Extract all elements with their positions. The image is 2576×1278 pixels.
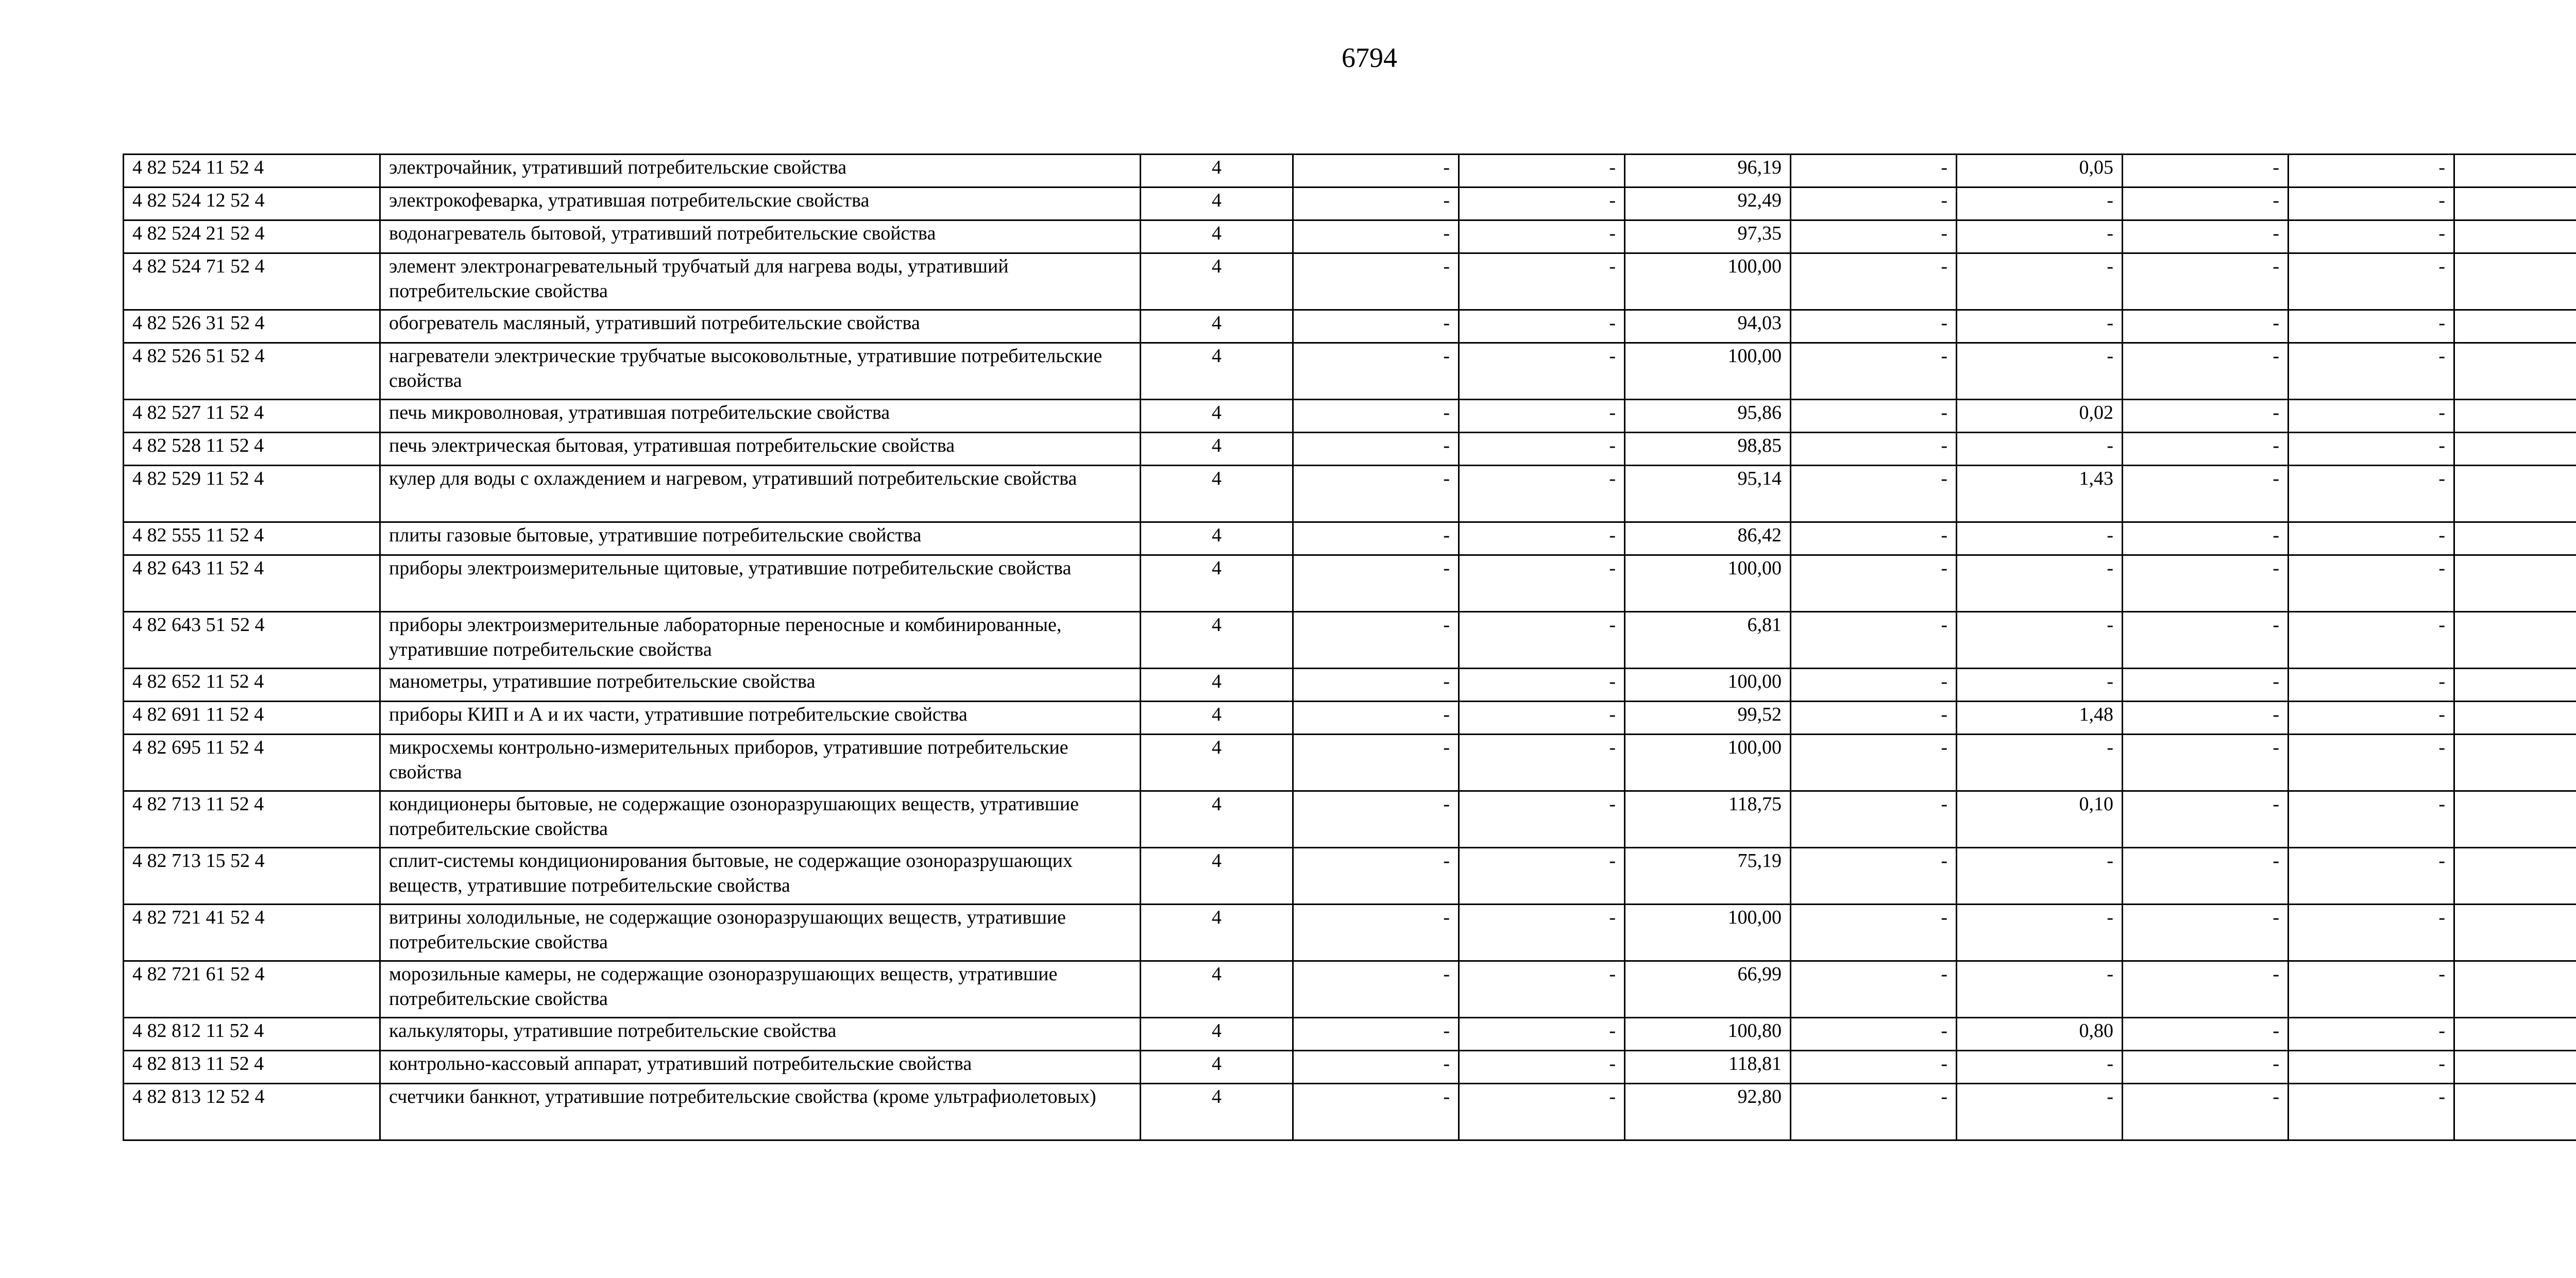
value-cell: - — [1791, 791, 1957, 848]
value-cell: - — [2289, 848, 2454, 905]
value-cell: - — [1791, 433, 1957, 466]
value-cell — [2454, 1051, 2576, 1084]
value-cell — [2454, 612, 2576, 669]
value-cell: - — [1957, 522, 2123, 555]
value-cell — [2454, 522, 2576, 555]
value-cell: - — [2123, 253, 2289, 310]
value-cell: - — [2289, 1018, 2454, 1051]
value-cell: - — [2123, 433, 2289, 466]
value-cell: - — [2123, 188, 2289, 220]
value-cell: - — [1459, 612, 1625, 669]
table-row — [124, 905, 2576, 961]
value-cell: - — [1957, 1084, 2123, 1140]
value-cell: - — [1791, 1084, 1957, 1140]
value-cell: - — [1293, 155, 1459, 188]
value-cell: - — [1791, 310, 1957, 343]
value-cell: - — [2123, 735, 2289, 791]
value-cell — [2454, 735, 2576, 791]
value-cell: - — [1791, 612, 1957, 669]
value-cell: 6,81 — [1625, 612, 1791, 669]
waste-name-cell: контрольно-кассовый аппарат, утративший потребительские свойства — [380, 1051, 1141, 1084]
value-cell: - — [1957, 1051, 2123, 1084]
value-cell: - — [2123, 961, 2289, 1018]
value-cell: - — [1459, 466, 1625, 522]
hazard-class-cell: 4 — [1141, 1018, 1293, 1051]
value-cell — [2454, 1084, 2576, 1140]
value-cell: - — [1459, 1051, 1625, 1084]
value-cell: - — [2289, 400, 2454, 433]
waste-name-cell: манометры, утратившие потребительские свойства — [380, 669, 1141, 702]
table-row — [124, 791, 2576, 848]
value-cell: - — [1459, 961, 1625, 1018]
hazard-class-cell: 4 — [1141, 669, 1293, 702]
waste-code-cell: 4 82 526 51 52 4 — [124, 343, 380, 400]
value-cell: - — [2123, 612, 2289, 669]
table-body — [124, 155, 2576, 1140]
value-cell: - — [2123, 1051, 2289, 1084]
value-cell: - — [1459, 220, 1625, 253]
value-cell — [2454, 848, 2576, 905]
value-cell: - — [1293, 1084, 1459, 1140]
waste-name-cell: печь электрическая бытовая, утратившая потребительские свойства — [380, 433, 1141, 466]
value-cell: - — [1459, 253, 1625, 310]
value-cell — [2454, 905, 2576, 961]
value-cell — [2454, 343, 2576, 400]
value-cell: - — [2289, 188, 2454, 220]
value-cell: - — [1957, 735, 2123, 791]
table-row — [124, 848, 2576, 905]
table-row — [124, 1051, 2576, 1084]
value-cell: - — [1293, 1051, 1459, 1084]
value-cell: - — [1459, 702, 1625, 735]
table-row — [124, 669, 2576, 702]
value-cell: - — [1791, 253, 1957, 310]
value-cell: - — [1293, 791, 1459, 848]
table-row — [124, 253, 2576, 310]
value-cell: - — [1293, 702, 1459, 735]
value-cell: - — [1459, 188, 1625, 220]
waste-code-cell: 4 82 812 11 52 4 — [124, 1018, 380, 1051]
value-cell: - — [2289, 155, 2454, 188]
value-cell: - — [1791, 343, 1957, 400]
waste-code-cell: 4 82 527 11 52 4 — [124, 400, 380, 433]
value-cell: 66,99 — [1625, 961, 1791, 1018]
value-cell: - — [2123, 1018, 2289, 1051]
value-cell: - — [1957, 188, 2123, 220]
table-row — [124, 343, 2576, 400]
hazard-class-cell: 4 — [1141, 735, 1293, 791]
hazard-class-cell: 4 — [1141, 433, 1293, 466]
value-cell: - — [1791, 155, 1957, 188]
value-cell: - — [2289, 310, 2454, 343]
waste-name-cell: кулер для воды с охлаждением и нагревом, утративший потребительские свойства — [380, 466, 1141, 522]
hazard-class-cell: 4 — [1141, 961, 1293, 1018]
value-cell: - — [2123, 220, 2289, 253]
value-cell: - — [1459, 400, 1625, 433]
value-cell: - — [2123, 310, 2289, 343]
value-cell — [2454, 400, 2576, 433]
table-row — [124, 188, 2576, 220]
value-cell — [2454, 669, 2576, 702]
waste-name-cell: плиты газовые бытовые, утратившие потребительские свойства — [380, 522, 1141, 555]
value-cell: - — [2123, 400, 2289, 433]
table-row — [124, 400, 2576, 433]
value-cell: 97,35 — [1625, 220, 1791, 253]
waste-name-cell: приборы КИП и А и их части, утратившие потребительские свойства — [380, 702, 1141, 735]
value-cell: - — [2289, 433, 2454, 466]
waste-code-cell: 4 82 652 11 52 4 — [124, 669, 380, 702]
table-row — [124, 1084, 2576, 1140]
value-cell: - — [2289, 555, 2454, 612]
hazard-class-cell: 4 — [1141, 400, 1293, 433]
hazard-class-cell: 4 — [1141, 848, 1293, 905]
value-cell: - — [2289, 522, 2454, 555]
value-cell: - — [2123, 555, 2289, 612]
table-row — [124, 612, 2576, 669]
value-cell: 100,00 — [1625, 905, 1791, 961]
value-cell: - — [1791, 961, 1957, 1018]
hazard-class-cell: 4 — [1141, 220, 1293, 253]
hazard-class-cell: 4 — [1141, 1084, 1293, 1140]
waste-name-cell: приборы электроизмерительные щитовые, утратившие потребительские свойства — [380, 555, 1141, 612]
value-cell: - — [2123, 702, 2289, 735]
value-cell: 75,19 — [1625, 848, 1791, 905]
value-cell: - — [1293, 522, 1459, 555]
value-cell: - — [1293, 253, 1459, 310]
waste-name-cell: электрокофеварка, утратившая потребительские свойства — [380, 188, 1141, 220]
value-cell — [2454, 791, 2576, 848]
value-cell: - — [2123, 669, 2289, 702]
value-cell: - — [1293, 669, 1459, 702]
value-cell: - — [2123, 343, 2289, 400]
waste-name-cell: нагреватели электрические трубчатые высоковольтные, утратившие потребительские свойства — [380, 343, 1141, 400]
waste-code-cell: 4 82 713 15 52 4 — [124, 848, 380, 905]
value-cell: 1,43 — [1957, 466, 2123, 522]
value-cell: - — [1459, 735, 1625, 791]
value-cell: 118,81 — [1625, 1051, 1791, 1084]
hazard-class-cell: 4 — [1141, 155, 1293, 188]
value-cell: - — [2123, 905, 2289, 961]
table-row — [124, 522, 2576, 555]
waste-code-cell: 4 82 528 11 52 4 — [124, 433, 380, 466]
value-cell: - — [1791, 1051, 1957, 1084]
value-cell: - — [1791, 669, 1957, 702]
value-cell: - — [1293, 400, 1459, 433]
value-cell: - — [1459, 791, 1625, 848]
hazard-class-cell: 4 — [1141, 188, 1293, 220]
value-cell — [2454, 253, 2576, 310]
value-cell: - — [1459, 1018, 1625, 1051]
value-cell: - — [1957, 905, 2123, 961]
hazard-class-cell: 4 — [1141, 253, 1293, 310]
value-cell: - — [2289, 466, 2454, 522]
value-cell: 95,14 — [1625, 466, 1791, 522]
value-cell: - — [1957, 433, 2123, 466]
value-cell: - — [1293, 961, 1459, 1018]
value-cell: - — [1459, 555, 1625, 612]
value-cell: - — [1791, 522, 1957, 555]
page-number: 6794 — [1342, 42, 1397, 73]
value-cell: - — [1293, 612, 1459, 669]
value-cell — [2454, 702, 2576, 735]
hazard-class-cell: 4 — [1141, 343, 1293, 400]
value-cell: - — [1459, 433, 1625, 466]
value-cell: 96,19 — [1625, 155, 1791, 188]
table-row — [124, 961, 2576, 1018]
value-cell: 100,00 — [1625, 343, 1791, 400]
value-cell: - — [1459, 848, 1625, 905]
value-cell: - — [2289, 791, 2454, 848]
waste-code-cell: 4 82 713 11 52 4 — [124, 791, 380, 848]
value-cell: 99,52 — [1625, 702, 1791, 735]
waste-name-cell: сплит-системы кондиционирования бытовые, не содержащие озоноразрушающих веществ, утратившие потребительские свойства — [380, 848, 1141, 905]
value-cell: - — [2123, 155, 2289, 188]
waste-name-cell: кондиционеры бытовые, не содержащие озоноразрушающих веществ, утратившие потребительские свойства — [380, 791, 1141, 848]
value-cell: - — [1459, 1084, 1625, 1140]
hazard-class-cell: 4 — [1141, 310, 1293, 343]
value-cell — [2454, 1018, 2576, 1051]
value-cell: - — [1957, 343, 2123, 400]
waste-name-cell: приборы электроизмерительные лабораторные переносные и комбинированные, утратившие потребительские свойства — [380, 612, 1141, 669]
value-cell: 0,05 — [1957, 155, 2123, 188]
value-cell: 92,49 — [1625, 188, 1791, 220]
waste-name-cell: электрочайник, утративший потребительские свойства — [380, 155, 1141, 188]
value-cell: 92,80 — [1625, 1084, 1791, 1140]
value-cell: - — [1957, 961, 2123, 1018]
value-cell: - — [1791, 555, 1957, 612]
waste-code-cell: 4 82 526 31 52 4 — [124, 310, 380, 343]
value-cell — [2454, 961, 2576, 1018]
value-cell: - — [1957, 848, 2123, 905]
value-cell — [2454, 555, 2576, 612]
waste-name-cell: печь микроволновая, утратившая потребительские свойства — [380, 400, 1141, 433]
value-cell: - — [1293, 555, 1459, 612]
table-row — [124, 702, 2576, 735]
value-cell: - — [1957, 669, 2123, 702]
value-cell: 100,00 — [1625, 669, 1791, 702]
value-cell: - — [1293, 343, 1459, 400]
value-cell: - — [2289, 1051, 2454, 1084]
table-row — [124, 1018, 2576, 1051]
value-cell: - — [2123, 1084, 2289, 1140]
value-cell: - — [2123, 791, 2289, 848]
value-cell: - — [1293, 188, 1459, 220]
waste-code-cell: 4 82 721 41 52 4 — [124, 905, 380, 961]
value-cell: 0,10 — [1957, 791, 2123, 848]
waste-name-cell: калькуляторы, утратившие потребительские свойства — [380, 1018, 1141, 1051]
value-cell: - — [1791, 220, 1957, 253]
value-cell: - — [1791, 188, 1957, 220]
value-cell: 100,80 — [1625, 1018, 1791, 1051]
value-cell: 95,86 — [1625, 400, 1791, 433]
value-cell: - — [2289, 220, 2454, 253]
value-cell: - — [2123, 466, 2289, 522]
hazard-class-cell: 4 — [1141, 905, 1293, 961]
value-cell: - — [1791, 735, 1957, 791]
waste-code-cell: 4 82 524 21 52 4 — [124, 220, 380, 253]
value-cell: - — [2289, 702, 2454, 735]
value-cell: - — [2289, 735, 2454, 791]
value-cell: - — [2123, 848, 2289, 905]
value-cell — [2454, 188, 2576, 220]
table-row — [124, 220, 2576, 253]
value-cell — [2454, 433, 2576, 466]
value-cell: 100,00 — [1625, 735, 1791, 791]
value-cell: - — [2289, 961, 2454, 1018]
hazard-class-cell: 4 — [1141, 1051, 1293, 1084]
value-cell — [2454, 220, 2576, 253]
value-cell: - — [1791, 1018, 1957, 1051]
waste-code-cell: 4 82 524 11 52 4 — [124, 155, 380, 188]
waste-name-cell: элемент электронагревательный трубчатый для нагрева воды, утративший потребительские свойства — [380, 253, 1141, 310]
value-cell: - — [1293, 310, 1459, 343]
waste-code-cell: 4 82 643 51 52 4 — [124, 612, 380, 669]
value-cell: 0,02 — [1957, 400, 2123, 433]
value-cell: - — [1459, 343, 1625, 400]
value-cell: - — [1293, 848, 1459, 905]
hazard-class-cell: 4 — [1141, 702, 1293, 735]
value-cell — [2454, 310, 2576, 343]
value-cell: 86,42 — [1625, 522, 1791, 555]
value-cell — [2454, 466, 2576, 522]
value-cell: 100,00 — [1625, 253, 1791, 310]
hazard-class-cell: 4 — [1141, 791, 1293, 848]
waste-code-cell: 4 82 524 71 52 4 — [124, 253, 380, 310]
waste-code-cell: 4 82 813 12 52 4 — [124, 1084, 380, 1140]
value-cell: - — [1459, 155, 1625, 188]
value-cell: - — [2289, 669, 2454, 702]
waste-code-cell: 4 82 721 61 52 4 — [124, 961, 380, 1018]
value-cell: 1,48 — [1957, 702, 2123, 735]
value-cell: - — [2289, 905, 2454, 961]
value-cell: - — [1957, 253, 2123, 310]
waste-name-cell: витрины холодильные, не содержащие озоноразрушающих веществ, утратившие потребительские свойства — [380, 905, 1141, 961]
value-cell: 94,03 — [1625, 310, 1791, 343]
waste-code-cell: 4 82 643 11 52 4 — [124, 555, 380, 612]
table-row — [124, 555, 2576, 612]
value-cell: - — [1459, 310, 1625, 343]
waste-name-cell: обогреватель масляный, утративший потребительские свойства — [380, 310, 1141, 343]
value-cell: - — [1791, 905, 1957, 961]
value-cell: - — [1791, 848, 1957, 905]
hazard-class-cell: 4 — [1141, 522, 1293, 555]
value-cell: - — [1293, 433, 1459, 466]
value-cell: - — [2123, 522, 2289, 555]
value-cell: - — [1293, 220, 1459, 253]
waste-name-cell: микросхемы контрольно-измерительных приборов, утратившие потребительские свойства — [380, 735, 1141, 791]
waste-code-cell: 4 82 813 11 52 4 — [124, 1051, 380, 1084]
waste-code-cell: 4 82 529 11 52 4 — [124, 466, 380, 522]
value-cell: - — [2289, 253, 2454, 310]
value-cell: - — [1459, 905, 1625, 961]
value-cell: 0,80 — [1957, 1018, 2123, 1051]
value-cell: - — [1957, 310, 2123, 343]
value-cell: - — [2289, 1084, 2454, 1140]
waste-name-cell: морозильные камеры, не содержащие озоноразрушающих веществ, утратившие потребительские свойства — [380, 961, 1141, 1018]
hazard-class-cell: 4 — [1141, 612, 1293, 669]
table-row — [124, 735, 2576, 791]
waste-code-cell: 4 82 691 11 52 4 — [124, 702, 380, 735]
value-cell: - — [1293, 905, 1459, 961]
value-cell: - — [1957, 612, 2123, 669]
value-cell: - — [1459, 522, 1625, 555]
value-cell: - — [1293, 1018, 1459, 1051]
value-cell: - — [1293, 466, 1459, 522]
waste-name-cell: водонагреватель бытовой, утративший потребительские свойства — [380, 220, 1141, 253]
value-cell: - — [1791, 400, 1957, 433]
waste-code-cell: 4 82 555 11 52 4 — [124, 522, 380, 555]
value-cell: - — [1459, 669, 1625, 702]
value-cell: 98,85 — [1625, 433, 1791, 466]
value-cell: - — [1791, 466, 1957, 522]
waste-code-cell: 4 82 695 11 52 4 — [124, 735, 380, 791]
waste-name-cell: счетчики банкнот, утратившие потребительские свойства (кроме ультрафиолетовых) — [380, 1084, 1141, 1140]
table-row — [124, 155, 2576, 188]
value-cell: - — [1957, 555, 2123, 612]
table-row — [124, 466, 2576, 522]
value-cell: - — [1293, 735, 1459, 791]
value-cell: 118,75 — [1625, 791, 1791, 848]
waste-code-cell: 4 82 524 12 52 4 — [124, 188, 380, 220]
value-cell — [2454, 155, 2576, 188]
hazard-class-cell: 4 — [1141, 466, 1293, 522]
value-cell: - — [1791, 702, 1957, 735]
table-row — [124, 433, 2576, 466]
table-row — [124, 310, 2576, 343]
value-cell: - — [2289, 343, 2454, 400]
hazard-class-cell: 4 — [1141, 555, 1293, 612]
waste-data-table — [123, 154, 2576, 1141]
value-cell: - — [2289, 612, 2454, 669]
value-cell: - — [1957, 220, 2123, 253]
value-cell: 100,00 — [1625, 555, 1791, 612]
